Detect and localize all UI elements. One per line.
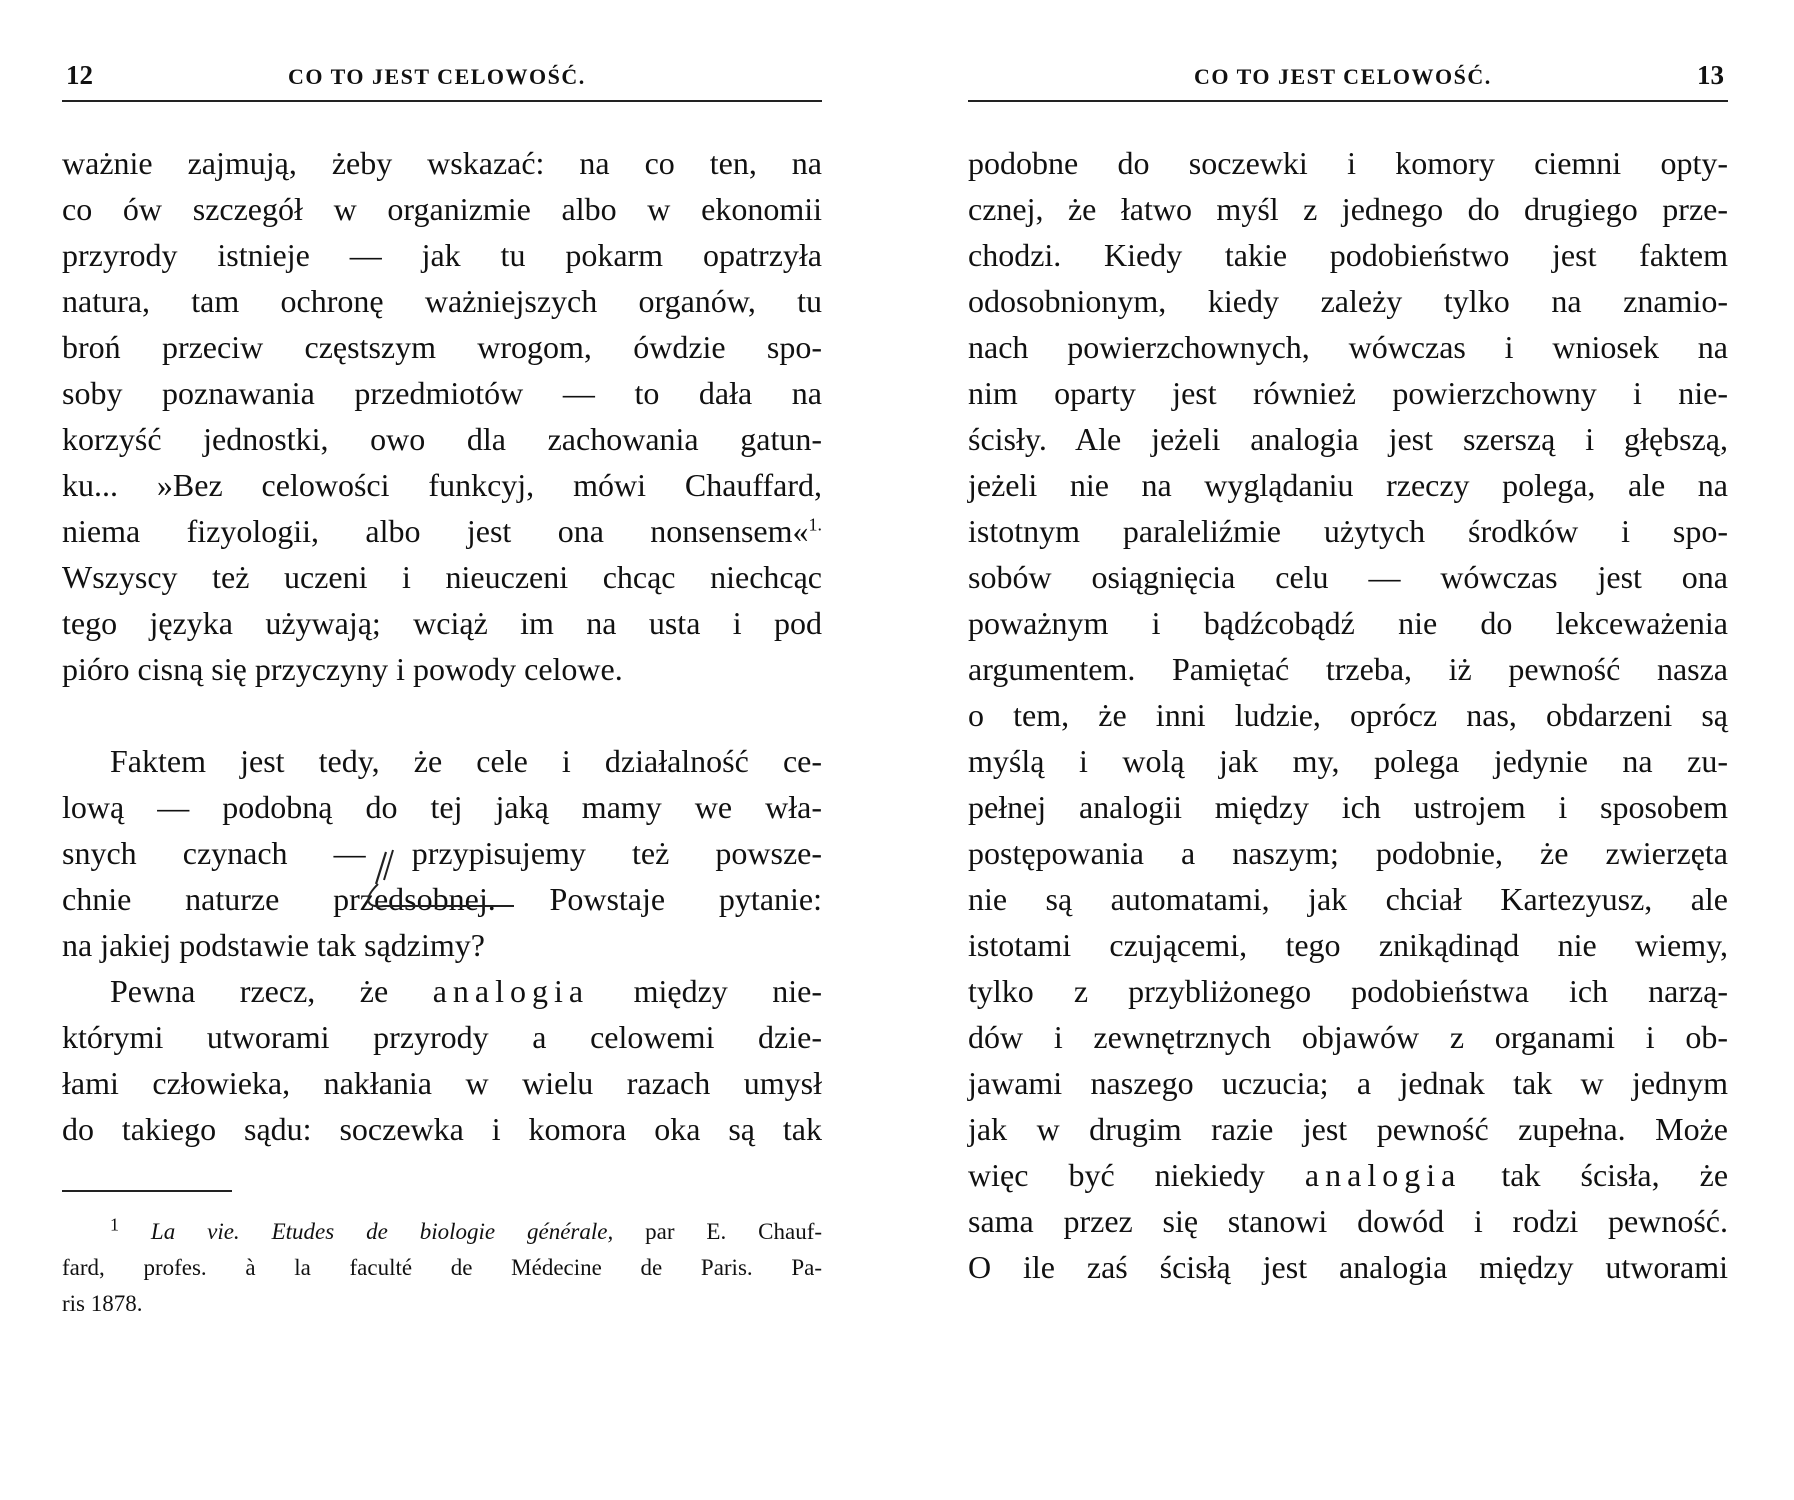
text-line: natura, tam ochronę ważniejszych organów, tu (62, 283, 822, 319)
text-line: podobne do soczewki i komory ciemni opty- (968, 145, 1728, 181)
text-line: O ile zaś ścisłą jest analogia między utworami (968, 1249, 1728, 1285)
spaced-word-analogia: analogia (432, 973, 590, 1009)
text-fragment: niema fizyologii, albo jest ona nonsensem« (62, 513, 809, 549)
footnote-line: fard, profes. à la faculté de Médecine de Paris. Pa- (62, 1255, 822, 1280)
text-fragment: tak ścisła, że (1501, 1157, 1729, 1193)
page-number: 12 (66, 60, 93, 90)
text-line: nim oparty jest również powierzchowny i nie- (968, 375, 1728, 411)
text-fragment: więc być niekiedy (968, 1157, 1265, 1193)
text-line: tylko z przybliżonego podobieństwa ich narzą- (968, 973, 1728, 1009)
footnote-reference: 1. (808, 514, 822, 535)
text-line: lową — podobną do tej jaką mamy we wła- (62, 789, 822, 825)
footnote-rule (62, 1190, 232, 1192)
text-line: dów i zewnętrznych objawów z organami i ob- (968, 1019, 1728, 1055)
text-line: pióro cisną się przyczyny i powody celowe. (62, 651, 623, 687)
header-rule (62, 100, 822, 102)
text-line: soby poznawania przedmiotów — to dała na (62, 375, 822, 411)
text-line: na jakiej podstawie tak sądzimy? (62, 927, 485, 963)
text-line: korzyść jednostki, owo dla zachowania gatun- (62, 421, 822, 457)
text-line: łami człowieka, nakłania w wielu razach umysł (62, 1065, 822, 1101)
text-line: do takiego sądu: soczewka i komora oka są tak (62, 1111, 822, 1147)
text-line: przyrody istnieje — jak tu pokarm opatrzyła (62, 237, 822, 273)
header-rule (968, 100, 1728, 102)
text-line: poważnym i bądźcobądź nie do lekceważenia (968, 605, 1728, 641)
page-body (968, 140, 1728, 1290)
text-line: jawami naszego uczucia; a jednak tak w jednym (968, 1065, 1728, 1101)
text-line: istotnym paraleliźmie użytych środków i spo- (968, 513, 1728, 549)
page-header (968, 54, 1728, 94)
page-number: 13 (1697, 60, 1724, 90)
text-line (968, 1152, 1728, 1198)
text-line: tego języka używają; wciąż im na usta i pod (62, 605, 822, 641)
paragraph-gap (62, 692, 822, 738)
text-line: argumentem. Pamiętać trzeba, iż pewność nasza (968, 651, 1728, 687)
text-fragment: par E. Chauf- (645, 1219, 823, 1244)
text-line: pełnej analogii między ich ustrojem i sposobem (968, 789, 1728, 825)
page-header (62, 54, 822, 94)
text-line (62, 508, 822, 554)
text-line: jak w drugim razie jest pewność zupełna. Może (968, 1111, 1728, 1147)
text-line: istotami czującemi, tego znikądinąd nie wiemy, (968, 927, 1728, 963)
footnote (62, 1214, 822, 1322)
text-line: odosobnionym, kiedy zależy tylko na znamio- (968, 283, 1728, 319)
footnote-marker: 1 (110, 1214, 119, 1235)
text-line: nach powierzchownych, wówczas i wniosek na (968, 329, 1728, 365)
text-line: myślą i wolą jak my, polega jedynie na zu- (968, 743, 1728, 779)
text-line: sobów osiągnięcia celu — wówczas jest ona (968, 559, 1728, 595)
left-page (62, 0, 822, 1500)
text-line: ścisły. Ale jeżeli analogia jest szerszą i głębszą, (968, 421, 1728, 457)
text-line: sama przez się stanowi dowód i rodzi pewność. (968, 1203, 1728, 1239)
spaced-word-analogia: analogia (1304, 1157, 1462, 1193)
text-line: Wszyscy też uczeni i nieuczeni chcąc niechcąc (62, 559, 822, 595)
text-line: nie są automatami, jak chciał Kartezyusz, ale (968, 881, 1728, 917)
text-fragment: między nie- (633, 973, 823, 1009)
text-line: postępowania a naszym; podobnie, że zwierzęta (968, 835, 1728, 871)
running-head: CO TO JEST CELOWOŚĆ. (288, 64, 586, 89)
page-body (62, 140, 822, 1152)
text-line (62, 968, 822, 1014)
text-line: którymi utworami przyrody a celowemi dzie- (62, 1019, 822, 1055)
text-line: chnie naturze przedsobnej. Powstaje pytanie: (62, 881, 822, 917)
footnote-title: La vie. Etudes de biologie générale, (150, 1219, 614, 1244)
footnote-line (62, 1214, 822, 1250)
text-line: broń przeciw częstszym wrogom, ówdzie spo- (62, 329, 822, 365)
running-head: CO TO JEST CELOWOŚĆ. (1194, 64, 1492, 89)
text-line: chodzi. Kiedy takie podobieństwo jest faktem (968, 237, 1728, 273)
text-line: Faktem jest tedy, że cele i działalność ce- (110, 743, 822, 779)
text-line: jeżeli nie na wyglądaniu rzeczy polega, ale na (968, 467, 1728, 503)
text-line: ku... »Bez celowości funkcyj, mówi Chauffard, (62, 467, 822, 503)
text-line: cznej, że łatwo myśl z jednego do drugiego prze- (968, 191, 1728, 227)
right-page (968, 0, 1728, 1500)
text-line: ważnie zajmują, żeby wskazać: na co ten, na (62, 145, 822, 181)
text-line: snych czynach — przypisujemy też powsze- (62, 835, 822, 871)
footnote-line: ris 1878. (62, 1291, 143, 1316)
text-line: o tem, że inni ludzie, oprócz nas, obdarzeni są (968, 697, 1728, 733)
text-line: co ów szczegół w organizmie albo w ekonomii (62, 191, 822, 227)
text-fragment: Pewna rzecz, że (110, 973, 389, 1009)
